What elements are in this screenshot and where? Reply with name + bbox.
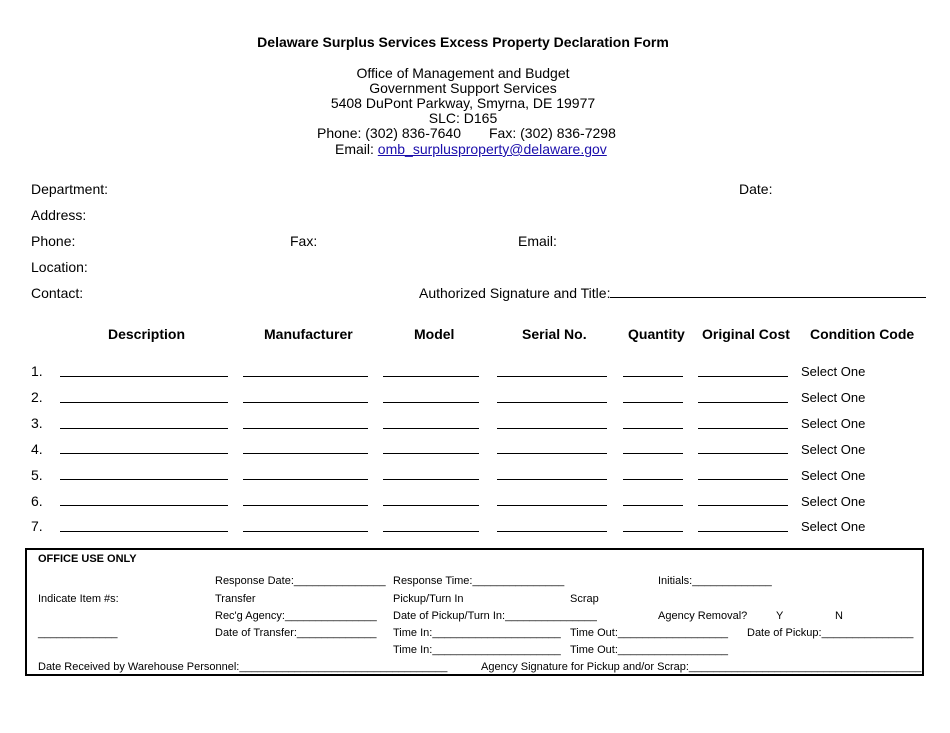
office-name: Office of Management and Budget xyxy=(356,65,570,81)
agency-signature-field[interactable]: Agency Signature for Pickup and/or Scrap:______________________________________ xyxy=(481,661,922,673)
address-label: Address: xyxy=(31,207,87,223)
email-field-label: Email: xyxy=(518,233,557,249)
email-line xyxy=(335,141,607,157)
original-cost-input[interactable] xyxy=(698,376,788,377)
scrap-option[interactable]: Scrap xyxy=(570,593,599,605)
signature-line[interactable] xyxy=(610,285,926,298)
indicate-items-label: Indicate Item #s: xyxy=(38,593,119,605)
initials-field[interactable]: Initials:_____________ xyxy=(658,575,772,587)
description-input[interactable] xyxy=(60,479,228,480)
col-manufacturer: Manufacturer xyxy=(264,326,353,342)
row-number: 6. xyxy=(31,493,43,509)
model-input[interactable] xyxy=(383,479,479,480)
fax-label: Fax: xyxy=(290,233,318,249)
manufacturer-input[interactable] xyxy=(243,428,368,429)
phone-label: Phone: xyxy=(31,233,76,249)
item-numbers-field[interactable]: _____________ xyxy=(38,627,118,639)
response-time-field[interactable]: Response Time:_______________ xyxy=(393,575,565,587)
row-number: 7. xyxy=(31,518,43,534)
manufacturer-input[interactable] xyxy=(243,376,368,377)
location-label: Location: xyxy=(31,259,88,275)
col-quantity: Quantity xyxy=(628,326,685,342)
condition-select[interactable]: Select One xyxy=(801,494,866,509)
model-input[interactable] xyxy=(383,531,479,532)
contact-label: Contact: xyxy=(31,285,84,301)
original-cost-input[interactable] xyxy=(698,531,788,532)
condition-select[interactable]: Select One xyxy=(801,364,866,379)
quantity-input[interactable] xyxy=(623,402,683,403)
slc-code: SLC: D165 xyxy=(428,110,498,126)
date-transfer-field[interactable]: Date of Transfer:_____________ xyxy=(215,627,377,639)
pickup-turnin-option[interactable]: Pickup/Turn In xyxy=(393,593,464,605)
email-link[interactable]: omb_surplusproperty@delaware.gov xyxy=(377,141,607,157)
response-date-field[interactable]: Response Date:_______________ xyxy=(215,575,386,587)
col-serial: Serial No. xyxy=(522,326,587,342)
manufacturer-input[interactable] xyxy=(243,505,368,506)
quantity-input[interactable] xyxy=(623,428,683,429)
quantity-input[interactable] xyxy=(623,376,683,377)
col-condition-code: Condition Code xyxy=(810,326,915,342)
manufacturer-input[interactable] xyxy=(243,531,368,532)
serial-input[interactable] xyxy=(497,531,607,532)
time-in-field-2[interactable]: Time In:_____________________ xyxy=(393,644,561,656)
model-input[interactable] xyxy=(383,428,479,429)
condition-select[interactable]: Select One xyxy=(801,416,866,431)
original-cost-input[interactable] xyxy=(698,428,788,429)
serial-input[interactable] xyxy=(497,479,607,480)
quantity-input[interactable] xyxy=(623,479,683,480)
email-label: Email: xyxy=(335,141,374,157)
office-fax: Fax: (302) 836-7298 xyxy=(489,125,616,141)
model-input[interactable] xyxy=(383,453,479,454)
serial-input[interactable] xyxy=(497,453,607,454)
condition-select[interactable]: Select One xyxy=(801,519,866,534)
manufacturer-input[interactable] xyxy=(243,402,368,403)
description-input[interactable] xyxy=(60,428,228,429)
condition-select[interactable]: Select One xyxy=(801,442,866,457)
manufacturer-input[interactable] xyxy=(243,453,368,454)
row-number: 1. xyxy=(31,363,43,379)
transfer-option[interactable]: Transfer xyxy=(215,593,256,605)
col-description: Description xyxy=(108,326,186,342)
signature-label: Authorized Signature and Title: xyxy=(419,285,611,301)
model-input[interactable] xyxy=(383,505,479,506)
row-number: 5. xyxy=(31,467,43,483)
col-original-cost: Original Cost xyxy=(702,326,790,342)
division-name: Government Support Services xyxy=(369,80,557,96)
description-input[interactable] xyxy=(60,453,228,454)
original-cost-input[interactable] xyxy=(698,453,788,454)
quantity-input[interactable] xyxy=(623,453,683,454)
office-phone: Phone: (302) 836-7640 xyxy=(317,125,461,141)
row-number: 4. xyxy=(31,441,43,457)
serial-input[interactable] xyxy=(497,428,607,429)
date-label: Date: xyxy=(739,181,773,197)
date-pickup-field[interactable]: Date of Pickup:_______________ xyxy=(747,627,914,639)
serial-input[interactable] xyxy=(497,376,607,377)
form-title: Delaware Surplus Services Excess Property Declaration Form xyxy=(257,34,669,50)
agency-removal-no[interactable]: N xyxy=(835,610,843,622)
original-cost-input[interactable] xyxy=(698,402,788,403)
agency-removal-label: Agency Removal? xyxy=(658,610,748,622)
model-input[interactable] xyxy=(383,402,479,403)
signature-field xyxy=(419,285,926,301)
description-input[interactable] xyxy=(60,402,228,403)
condition-select[interactable]: Select One xyxy=(801,390,866,405)
agency-removal-yes[interactable]: Y xyxy=(776,610,784,622)
description-input[interactable] xyxy=(60,376,228,377)
time-out-field-2[interactable]: Time Out:__________________ xyxy=(570,644,728,656)
office-address: 5408 DuPont Parkway, Smyrna, DE 19977 xyxy=(330,95,596,111)
original-cost-input[interactable] xyxy=(698,479,788,480)
col-model: Model xyxy=(414,326,455,342)
office-use-heading: OFFICE USE ONLY xyxy=(38,553,137,565)
row-number: 3. xyxy=(31,415,43,431)
row-number: 2. xyxy=(31,389,43,405)
condition-select[interactable]: Select One xyxy=(801,468,866,483)
date-received-field[interactable]: Date Received by Warehouse Personnel:__________________________________ xyxy=(38,661,448,673)
serial-input[interactable] xyxy=(497,402,607,403)
description-input[interactable] xyxy=(60,531,228,532)
quantity-input[interactable] xyxy=(623,531,683,532)
recg-agency-field[interactable]: Rec'g Agency:_______________ xyxy=(215,610,377,622)
model-input[interactable] xyxy=(383,376,479,377)
quantity-input[interactable] xyxy=(623,505,683,506)
time-in-field[interactable]: Time In:_____________________ xyxy=(393,627,561,639)
manufacturer-input[interactable] xyxy=(243,479,368,480)
serial-input[interactable] xyxy=(497,505,607,506)
department-label: Department: xyxy=(31,181,109,197)
date-pickup-turnin-field[interactable]: Date of Pickup/Turn In:_______________ xyxy=(393,610,597,622)
office-use-box xyxy=(25,548,924,676)
time-out-field[interactable]: Time Out:__________________ xyxy=(570,627,728,639)
description-input[interactable] xyxy=(60,505,228,506)
original-cost-input[interactable] xyxy=(698,505,788,506)
